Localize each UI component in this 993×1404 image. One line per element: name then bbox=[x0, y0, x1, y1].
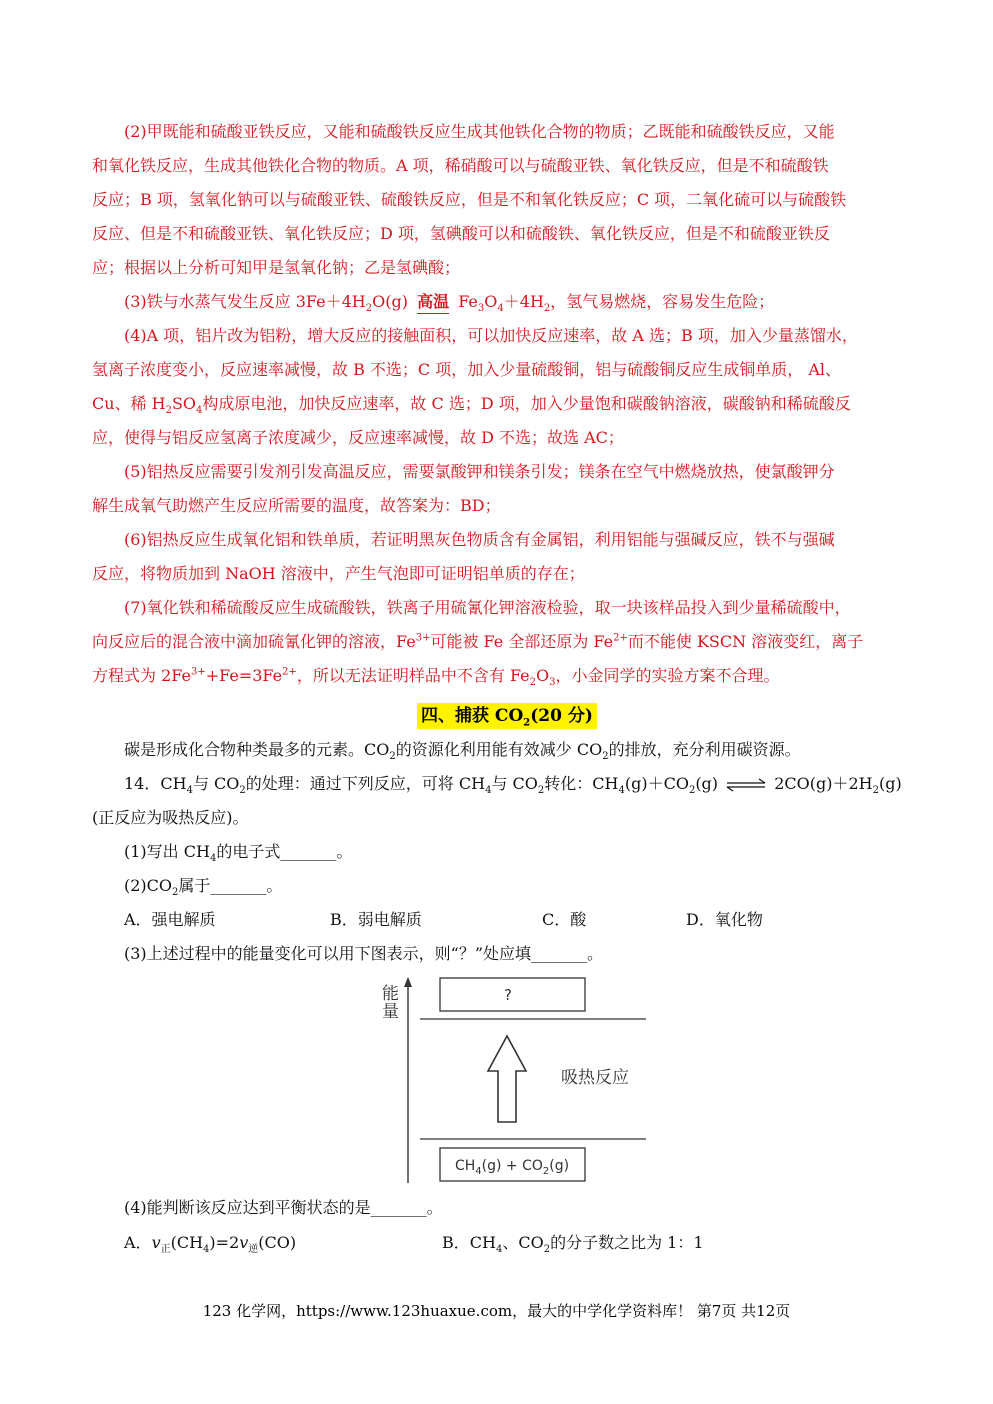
page-footer: 123 化学网，https://www.123huaxue.com，最大的中学化学资料库！ 第7页 共12页 bbox=[202, 1302, 791, 1320]
energy-diagram bbox=[378, 975, 658, 1190]
answer-4-line-1: (4)A 项，铝片改为铝粉，增大反应的接触面积，可以加快反应速率，故 A 选；B 项，加入少量蒸馏水， bbox=[124, 326, 858, 345]
answer-2-line-4: 反应、但是不和硫酸亚铁、氧化铁反应；D 项，氢碘酸可以和硫酸铁、氧化铁反应，但是不和硫酸亚铁反 bbox=[92, 224, 830, 243]
option-4b: B．$CH_4$、$CO_2$的分子数之比为 1：1 bbox=[442, 1233, 704, 1256]
answer-5-line-2: 解生成氧气助燃产生反应所需要的温度，故答案为：BD； bbox=[92, 496, 501, 515]
option-4a: A．$v_正(CH_4)=2v_逆(CO)$ bbox=[124, 1233, 297, 1256]
axis-arrow-icon bbox=[404, 977, 412, 987]
question-14-part-1: (1)写出 $CH_4$的电子式_______。 bbox=[124, 842, 353, 865]
y-label-2: 量 bbox=[382, 1002, 399, 1022]
answer-6-line-2: 反应，将物质加到 NaOH 溶液中，产生气泡即可证明铝单质的存在； bbox=[92, 564, 585, 583]
section-title: 四、捕获 $CO_2(20$ 分) bbox=[417, 703, 597, 729]
option-d: D．氧化物 bbox=[686, 910, 763, 929]
answer-2-line-3: 反应；B 项，氢氧化钠可以与硫酸亚铁、硫酸铁反应，但是不和氧化铁反应；C 项，二氧化硫可以与硫酸铁 bbox=[92, 190, 847, 209]
answer-4-line-4: 应，使得与铝反应氢离子浓度减少，反应速率减慢，故 D 不选；故选 AC； bbox=[92, 428, 624, 447]
equilibrium-arrow-icon bbox=[723, 778, 769, 792]
question-14-stem: 14．$CH_4$与 $CO_2$的处理：通过下列反应，可将 $CH_4$与 $CO_2$转化：$CH_4(g)+CO_2(g)$ $2CO(g)+2H_2(g)$ bbox=[124, 774, 902, 797]
question-14-part-2: $(2)CO_2$属于_______。 bbox=[124, 876, 283, 899]
option-b: B．弱电解质 bbox=[330, 910, 422, 929]
answer-6-line-1: (6)铝热反应生成氧化铝和铁单质，若证明黑灰色物质含有金属铝，利用铝能与强碱反应，铁不与强碱 bbox=[124, 530, 835, 549]
answer-2-line-2: 和氧化铁反应，生成其他铁化合物的物质。A 项，稀硝酸可以与硫酸亚铁、氧化铁反应，但是不和硫酸铁 bbox=[92, 156, 829, 175]
answer-7-line-2: 向反应后的混合液中滴加硫氰化钾的溶液，$Fe^{3+}$可能被 Fe 全部还原为 $Fe^{2+}$而不能使 KSCN 溶液变红，离子 bbox=[92, 632, 864, 651]
answer-5-line-1: (5)铝热反应需要引发剂引发高温反应，需要氯酸钾和镁条引发；镁条在空气中燃烧放热，使氯酸钾分 bbox=[124, 462, 835, 481]
answer-4-line-2: 氢离子浓度变小，反应速率减慢，故 B 不选；C 项，加入少量硫酸铜，铝与硫酸铜反应生成铜单质， Al、 bbox=[92, 360, 842, 379]
y-label-1: 能 bbox=[382, 984, 399, 1004]
up-arrow-icon bbox=[488, 1036, 526, 1122]
section-intro: 碳是形成化合物种类最多的元素。$CO_2$的资源化利用能有效减少 $CO_2$的排放，充分利用碳资源。 bbox=[124, 740, 801, 763]
bottom-box-text: $CH_4(g) + CO_2(g)$ bbox=[454, 1158, 570, 1177]
question-14-part-3: (3)上述过程中的能量变化可以用下图表示，则“？”处应填_______。 bbox=[124, 944, 604, 963]
answer-7-line-1: (7)氧化铁和稀硫酸反应生成硫酸铁，铁离子用硫氰化钾溶液检验，取一块该样品投入到少量稀硫酸中， bbox=[124, 598, 851, 617]
answer-2-line-5: 应；根据以上分析可知甲是氢氧化钠；乙是氢碘酸； bbox=[92, 258, 461, 277]
answer-2-line-1: (2)甲既能和硫酸亚铁反应，又能和硫酸铁反应生成其他铁化合物的物质；乙既能和硫酸铁反应，又能 bbox=[124, 122, 835, 141]
option-a: A．强电解质 bbox=[124, 910, 216, 929]
answer-3: (3)铁与水蒸气发生反应 $3Fe+4H_2O(g)$ 高温 $Fe_3O_4+4H_2$，氢气易燃烧，容易发生危险； bbox=[124, 292, 775, 315]
question-14-stem-line-2: (正反应为吸热反应)。 bbox=[92, 808, 249, 827]
top-box bbox=[440, 978, 585, 1011]
question-14-part-4: (4)能判断该反应达到平衡状态的是_______。 bbox=[124, 1198, 443, 1217]
answer-4-line-3: Cu、稀 $H_2SO_4$构成原电池，加快反应速率，故 C 选；D 项，加入少量饱和碳酸钠溶液，碳酸钠和稀硫酸反 bbox=[92, 394, 851, 417]
reaction-condition: 高温 bbox=[417, 292, 449, 314]
top-box-text: ? bbox=[504, 986, 512, 1004]
option-c: C．酸 bbox=[542, 910, 587, 929]
answer-7-line-3: 方程式为 $2Fe^{3+}+Fe=3Fe^{2+}$，所以无法证明样品中不含有 $Fe_2O_3$，小金同学的实验方案不合理。 bbox=[92, 666, 780, 689]
arrow-label: 吸热反应 bbox=[561, 1068, 629, 1088]
